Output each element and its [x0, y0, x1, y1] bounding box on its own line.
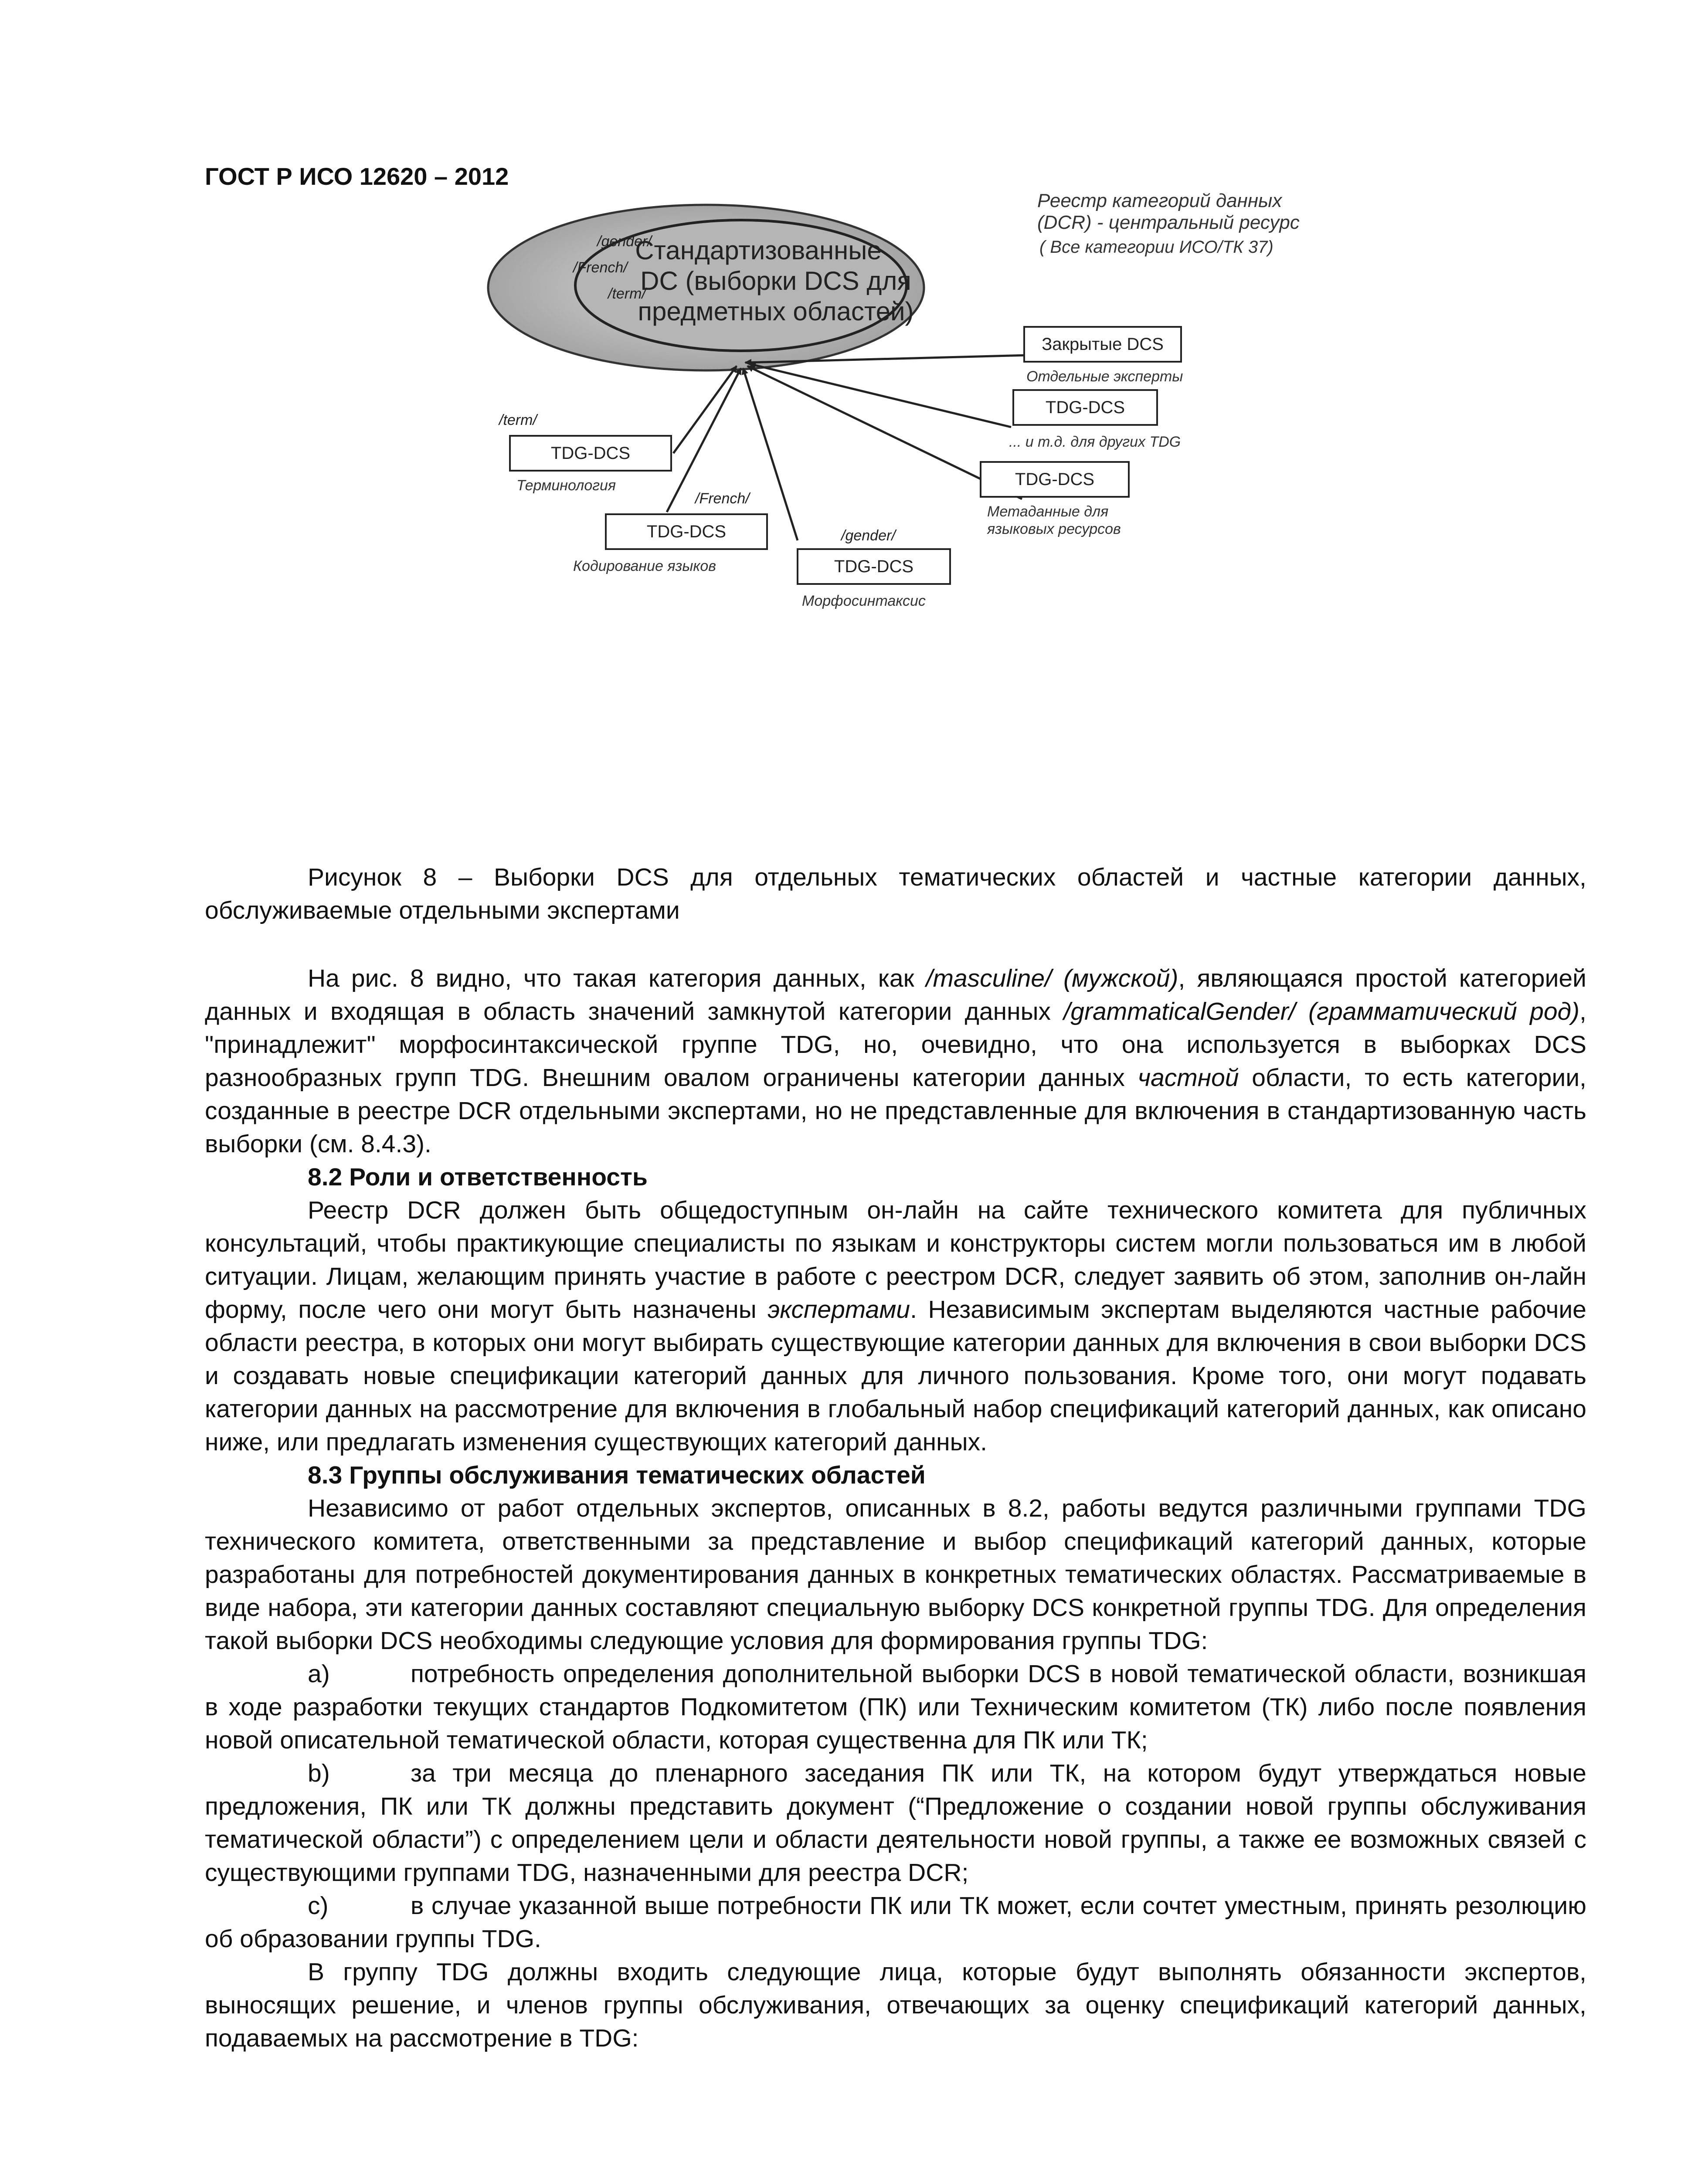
box-closed-dcs-caption: Отдельные эксперты [1026, 368, 1183, 385]
inner-tag-gender: /gender/ [597, 233, 652, 250]
box-language-coding [573, 490, 767, 574]
box-other-tdg-label: TDG-DCS [1045, 398, 1125, 417]
figure-caption: Рисунок 8 – Выборки DCS для отдельных тематических областей и частные категории данных, обслуживаемые отдельными экспертами [205, 863, 1586, 924]
list-marker-c: c) [308, 1892, 329, 1920]
box-terminology-tag: /term/ [499, 412, 537, 428]
inner-ellipse-label-line-3: предметных областей) [638, 297, 914, 326]
box-metadata-label: TDG-DCS [1015, 470, 1095, 489]
section-8-2-paragraph: Реестр DCR должен быть общедоступным он-лайн на сайте технического комитета для публичных консультаций, чтобы практикующие специалисты по языкам и конструкторы систем могли пользоваться им в любой ситуации. Лицам, желающим принять участие в работе с реестром DCR, следует заявить об этом, заполнив он-лайн форму, после чего они могут быть назначены экспертами. Независимым экспертам выделяются частные рабочие области реестра, в которых они могут выбирать существующие категории данных для включения в свои выборки DCS и создавать новые спецификации категорий данных для личного пользования. Кроме того, они могут подавать категории данных на рассмотрение для включения в глобальный набор спецификаций категорий данных, как описано ниже, или предлагать изменения существующих категорий данных. [205, 1196, 1586, 1456]
section-8-3-closing: В группу TDG должны входить следующие лица, которые будут выполнять обязанности экспертов, выносящих решение, и членов группы обслуживания, отвечающих за оценку спецификаций категорий данных, подаваемых на рассмотрение в TDG: [205, 1958, 1586, 2052]
figure-8-diagram [479, 183, 1438, 619]
box-morphosyntax [798, 527, 950, 609]
box-terminology-caption: Терминология [516, 477, 616, 494]
box-closed-dcs-label: Закрытые DCS [1042, 335, 1164, 354]
registry-label-line-3: ( Все категории ИСО/ТК 37) [1039, 238, 1273, 257]
box-morphosyntax-tag: /gender/ [841, 527, 896, 544]
registry-label-line-2: (DCR) - центральный ресурс [1037, 212, 1300, 233]
paragraph-figure-explanation: На рис. 8 видно, что такая категория данных, как /masculine/ (мужской), являющаяся простой категорией данных и входящая в область значений замкнутой категории данных /grammaticalGender/ (грамматический род), "принадлежит" морфосинтаксической группе TDG, но, очевидно, что она используется в выборках DCS разнообразных групп TDG. Внешним овалом ограничены категории данных частной области, то есть категории, созданные в реестре DCR отдельными экспертами, но не представленные для включения в стандартизованную часть выборки (см. 8.4.3). [205, 964, 1586, 1158]
inner-tag-french: /French/ [573, 259, 628, 276]
section-8-3-heading: 8.3 Группы обслуживания тематических областей [308, 1461, 926, 1489]
body-text [205, 861, 1586, 2055]
box-language-coding-tag: /French/ [695, 490, 750, 507]
list-item-a: a) потребность определения дополнительной выборки DCS в новой тематической области, возникшая в ходе разработки текущих стандартов Подкомитетом (ПК) или Техническим комитетом (ТК) либо после появления новой описательной тематической области, которая существенна для ПК или ТК; [205, 1657, 1586, 1757]
inner-ellipse-label-line-1: Стандартизованные [635, 236, 882, 265]
box-metadata-caption-1: Метаданные для [987, 503, 1109, 520]
list-marker-a: a) [308, 1660, 330, 1688]
list-item-b: b) за три месяца до пленарного заседания ПК или ТК, на котором будут утверждаться новые предложения, ПК или ТК должны представить документ (“Предложение о создании новой группы обслуживания тематической области”) с определением цели и области деятельности новой группы, а также ее возможных связей с существующими группами TDG, назначенными для реестра DCR; [205, 1757, 1586, 1889]
box-language-coding-caption: Кодирование языков [573, 558, 716, 574]
box-terminology [498, 412, 671, 494]
section-8-3-intro: Независимо от работ отдельных экспертов, описанных в 8.2, работы ведутся различными группами TDG технического комитета, ответственными за представление и выбор спецификаций категорий данных, которые разработаны для потребностей документирования данных в конкретных тематических областях. Рассматриваемые в виде набора, эти категории данных составляют специальную выборку DCS конкретной группы TDG. Для определения такой выборки DCS необходимы следующие условия для формирования группы TDG: [205, 1494, 1586, 1655]
box-language-coding-label: TDG-DCS [646, 522, 727, 541]
box-other-tdg-caption: ... и т.д. для других TDG [1009, 434, 1181, 450]
registry-label-line-1: Реестр категорий данных [1037, 190, 1282, 211]
inner-ellipse-label-line-2: DC (выборки DCS для [640, 266, 911, 295]
section-8-2-heading: 8.2 Роли и ответственность [308, 1163, 648, 1191]
document-header: ГОСТ Р ИСО 12620 – 2012 [205, 163, 509, 190]
box-metadata-caption-2: языковых ресурсов [987, 521, 1121, 537]
box-morphosyntax-label: TDG-DCS [834, 557, 914, 576]
box-terminology-label: TDG-DCS [550, 444, 631, 463]
box-morphosyntax-caption: Морфосинтаксис [802, 593, 926, 609]
box-other-tdg [1009, 390, 1181, 450]
list-item-c: c) в случае указанной выше потребности ПК или ТК может, если сочтет уместным, принять резолюцию об образовании группы TDG. [205, 1889, 1586, 1955]
box-closed-dcs [1024, 327, 1183, 385]
inner-tag-term: /term/ [608, 285, 646, 302]
list-marker-b: b) [308, 1759, 330, 1787]
box-metadata [981, 462, 1129, 537]
